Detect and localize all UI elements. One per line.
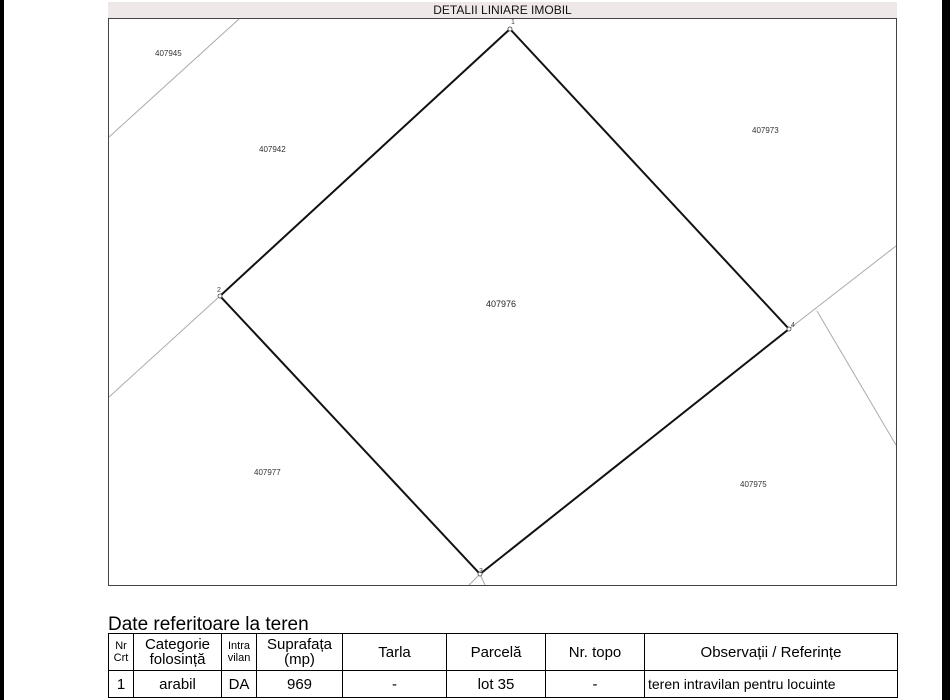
- parcel-label-main: 407976: [486, 299, 517, 309]
- boundary-nw-far: [109, 19, 239, 137]
- cell-nr-topo: -: [546, 671, 645, 698]
- land-data-table: [108, 633, 898, 698]
- col-header-parcela: Parcelă: [447, 634, 546, 671]
- col-header-intravilan: [222, 634, 257, 671]
- col-header-observatii: Observații / Referințe: [645, 634, 898, 671]
- vertex-marker-1: [508, 27, 512, 31]
- cell-suprafata: 969: [257, 671, 343, 698]
- boundary-se: [817, 311, 896, 445]
- col-header-suprafata-line2: (mp): [284, 651, 315, 668]
- boundary-e: [789, 246, 896, 329]
- col-header-nr-crt-line1: Nr: [115, 640, 127, 652]
- col-header-intravilan-line1: Intra: [227, 640, 250, 652]
- vertex-label-3: 3: [479, 568, 483, 575]
- parcel-label-407945: 407945: [155, 49, 182, 58]
- col-header-tarla: Tarla: [343, 634, 447, 671]
- col-header-categorie-line2: folosință: [149, 651, 206, 668]
- col-header-intravilan-line2: vilan: [227, 652, 251, 664]
- cell-tarla: -: [343, 671, 447, 698]
- vertex-marker-2: [218, 294, 222, 298]
- vertex-label-4: 4: [791, 322, 795, 329]
- parcel-label-407975: 407975: [740, 480, 767, 489]
- parcel-label-407973: 407973: [752, 126, 779, 135]
- table-row: [109, 671, 898, 698]
- col-header-categorie: [134, 634, 222, 671]
- col-header-categorie-line1: Categorie: [144, 636, 211, 653]
- col-header-nr-crt-line2: Crt: [113, 652, 129, 664]
- cell-intravilan: DA: [222, 671, 257, 698]
- document-page: [4, 0, 942, 700]
- col-header-nr-topo: Nr. topo: [546, 634, 645, 671]
- vertex-label-1: 1: [511, 19, 515, 26]
- col-header-suprafata-line1: Suprafața: [266, 636, 333, 653]
- parcel-map: [108, 18, 897, 586]
- section-header: DETALII LINIARE IMOBIL: [108, 2, 897, 19]
- cell-parcela: lot 35: [447, 671, 546, 698]
- cell-categorie: arabil: [134, 671, 222, 698]
- cell-nr: 1: [109, 671, 134, 698]
- parcel-label-407977: 407977: [254, 468, 281, 477]
- cell-observatii: teren intravilan pentru locuinte: [645, 671, 898, 698]
- parcel-label-407942: 407942: [259, 145, 286, 154]
- boundary-w: [109, 296, 220, 397]
- vertex-label-2: 2: [217, 287, 221, 294]
- section-title: Date referitoare la teren: [108, 614, 309, 635]
- table-header-row: [109, 634, 898, 671]
- col-header-suprafata: [257, 634, 343, 671]
- col-header-nr-crt: [109, 634, 134, 671]
